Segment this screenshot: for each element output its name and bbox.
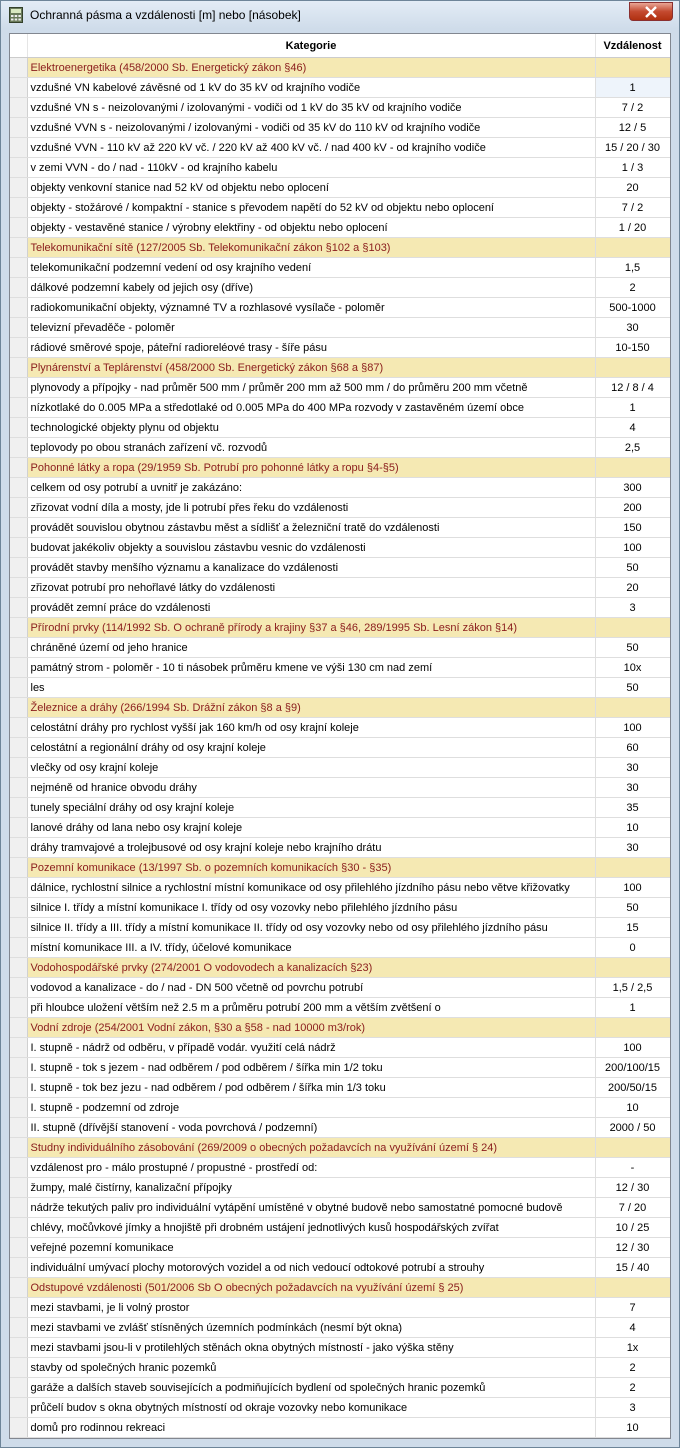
category-cell[interactable]: domů pro rodinnou rekreaci	[27, 1418, 595, 1438]
row-indicator[interactable]	[10, 978, 27, 998]
distance-cell[interactable]: 10x	[595, 658, 670, 678]
distance-cell[interactable]: 500-1000	[595, 298, 670, 318]
category-cell[interactable]: žumpy, malé čistírny, kanalizační přípojky	[27, 1178, 595, 1198]
group-title[interactable]: Odstupové vzdálenosti (501/2006 Sb O obecných požadavcích na využívání území § 25)	[27, 1278, 595, 1298]
category-cell[interactable]: individuální umývací plochy motorových vozidel a od nich vedoucí odtokové potrubí a strouhy	[27, 1258, 595, 1278]
row-indicator[interactable]	[10, 1318, 27, 1338]
category-cell[interactable]: telekomunikační podzemní vedení od osy krajního vedení	[27, 258, 595, 278]
distance-cell[interactable]: 20	[595, 178, 670, 198]
close-icon	[644, 6, 658, 18]
row-indicator[interactable]	[10, 918, 27, 938]
distance-cell[interactable]: 1	[595, 998, 670, 1018]
category-cell[interactable]: tunely speciální dráhy od osy krajní koleje	[27, 798, 595, 818]
category-cell[interactable]: budovat jakékoliv objekty a souvislou zástavbu vesnic do vzdálenosti	[27, 538, 595, 558]
distance-cell[interactable]: 300	[595, 478, 670, 498]
row-indicator[interactable]	[10, 638, 27, 658]
title-bar[interactable]	[1, 1, 679, 29]
category-cell[interactable]: nádrže tekutých paliv pro individuální vytápění umístěné v obytné budově nebo samostatné pomocné budově	[27, 1198, 595, 1218]
category-cell[interactable]: místní komunikace III. a IV. třídy, účelové komunikace	[27, 938, 595, 958]
distance-cell[interactable]: 7 / 2	[595, 198, 670, 218]
category-cell[interactable]: technologické objekty plynu od objektu	[27, 418, 595, 438]
distance-cell[interactable]: 3	[595, 598, 670, 618]
distance-cell[interactable]	[595, 1278, 670, 1298]
group-header-row[interactable]	[10, 58, 670, 78]
distance-cell[interactable]: -	[595, 1158, 670, 1178]
distance-cell[interactable]: 60	[595, 738, 670, 758]
row-indicator[interactable]	[10, 178, 27, 198]
category-cell[interactable]: I. stupně - tok bez jezu - nad odběrem / pod odběrem / šířka min 1/3 toku	[27, 1078, 595, 1098]
row-indicator[interactable]	[10, 558, 27, 578]
row-indicator[interactable]	[10, 618, 27, 638]
group-title[interactable]: Pozemní komunikace (13/1997 Sb. o pozemních komunikacích §30 - §35)	[27, 858, 595, 878]
category-cell[interactable]: provádět stavby menšího významu a kanalizace do vzdálenosti	[27, 558, 595, 578]
group-header-row[interactable]	[10, 698, 670, 718]
distance-table	[10, 34, 671, 1438]
category-cell[interactable]: celostátní a regionální dráhy od osy krajní koleje	[27, 738, 595, 758]
row-indicator[interactable]	[10, 778, 27, 798]
table-row[interactable]	[10, 878, 670, 898]
distance-cell[interactable]: 10 / 25	[595, 1218, 670, 1238]
row-indicator[interactable]	[10, 758, 27, 778]
table-row[interactable]	[10, 1158, 670, 1178]
group-title[interactable]: Přírodní prvky (114/1992 Sb. O ochraně přírody a krajiny §37 a §46, 289/1995 Sb. Lesní zákon §14)	[27, 618, 595, 638]
table-row[interactable]	[10, 138, 670, 158]
row-indicator[interactable]	[10, 1078, 27, 1098]
table-row[interactable]	[10, 658, 670, 678]
table-row[interactable]	[10, 158, 670, 178]
row-indicator[interactable]	[10, 958, 27, 978]
distance-cell[interactable]: 7	[595, 1298, 670, 1318]
distance-cell[interactable]: 20	[595, 578, 670, 598]
distance-cell[interactable]: 30	[595, 838, 670, 858]
category-cell[interactable]: památný strom - poloměr - 10 ti násobek průměru kmene ve výši 130 cm nad zemí	[27, 658, 595, 678]
category-cell[interactable]: vzdušné VN kabelové závěsné od 1 kV do 35 kV od krajního vodiče	[27, 78, 595, 98]
row-indicator[interactable]	[10, 338, 27, 358]
distance-cell[interactable]: 7 / 20	[595, 1198, 670, 1218]
row-indicator[interactable]	[10, 58, 27, 78]
distance-cell[interactable]	[595, 1138, 670, 1158]
distance-cell[interactable]	[595, 458, 670, 478]
distance-cell[interactable]	[595, 1018, 670, 1038]
table-row[interactable]	[10, 838, 670, 858]
distance-cell[interactable]: 4	[595, 418, 670, 438]
group-header-row[interactable]	[10, 1018, 670, 1038]
category-cell[interactable]: dálkové podzemní kabely od jejich osy (dříve)	[27, 278, 595, 298]
category-cell[interactable]: teplovody po obou stranách zařízení vč. rozvodů	[27, 438, 595, 458]
distance-cell[interactable]	[595, 858, 670, 878]
row-indicator[interactable]	[10, 998, 27, 1018]
row-indicator[interactable]	[10, 1018, 27, 1038]
row-indicator[interactable]	[10, 1038, 27, 1058]
row-indicator[interactable]	[10, 798, 27, 818]
row-indicator[interactable]	[10, 278, 27, 298]
category-cell[interactable]: veřejné pozemní komunikace	[27, 1238, 595, 1258]
group-title[interactable]: Železnice a dráhy (266/1994 Sb. Drážní zákon §8 a §9)	[27, 698, 595, 718]
row-indicator[interactable]	[10, 1098, 27, 1118]
table-row[interactable]	[10, 918, 670, 938]
distance-cell[interactable]: 100	[595, 718, 670, 738]
table-row[interactable]	[10, 798, 670, 818]
category-cell[interactable]: rádiové směrové spoje, páteřní radioreléové trasy - šíře pásu	[27, 338, 595, 358]
table-row[interactable]	[10, 898, 670, 918]
row-indicator[interactable]	[10, 118, 27, 138]
category-cell[interactable]: objekty - stožárové / kompaktní - stanice s převodem napětí do 52 kV od objektu nebo oplocení	[27, 198, 595, 218]
table-row[interactable]	[10, 298, 670, 318]
distance-cell[interactable]: 200/100/15	[595, 1058, 670, 1078]
table-row[interactable]	[10, 78, 670, 98]
table-row[interactable]	[10, 1338, 670, 1358]
group-title[interactable]: Vodohospodářské prvky (274/2001 O vodovodech a kanalizacích §23)	[27, 958, 595, 978]
distance-cell[interactable]: 1,5 / 2,5	[595, 978, 670, 998]
distance-cell[interactable]	[595, 358, 670, 378]
distance-cell[interactable]: 15	[595, 918, 670, 938]
category-cell[interactable]: vzdálenost pro - málo prostupné / propustné - prostředí od:	[27, 1158, 595, 1178]
row-indicator[interactable]	[10, 598, 27, 618]
distance-cell[interactable]: 2,5	[595, 438, 670, 458]
row-indicator[interactable]	[10, 1178, 27, 1198]
category-cell[interactable]: provádět souvislou obytnou zástavbu měst a sídlišť a železniční tratě do vzdálenosti	[27, 518, 595, 538]
distance-cell[interactable]: 2000 / 50	[595, 1118, 670, 1138]
grid-container[interactable]	[9, 33, 671, 1439]
category-cell[interactable]: lanové dráhy od lana nebo osy krajní koleje	[27, 818, 595, 838]
distance-cell[interactable]: 200/50/15	[595, 1078, 670, 1098]
row-indicator[interactable]	[10, 458, 27, 478]
distance-cell[interactable]	[595, 58, 670, 78]
group-title[interactable]: Telekomunikační sítě (127/2005 Sb. Telekomunikační zákon §102 a §103)	[27, 238, 595, 258]
row-indicator[interactable]	[10, 658, 27, 678]
row-indicator[interactable]	[10, 198, 27, 218]
table-row[interactable]	[10, 738, 670, 758]
table-row[interactable]	[10, 1238, 670, 1258]
table-row[interactable]	[10, 938, 670, 958]
row-indicator[interactable]	[10, 238, 27, 258]
group-header-row[interactable]	[10, 458, 670, 478]
group-header-row[interactable]	[10, 958, 670, 978]
row-indicator[interactable]	[10, 298, 27, 318]
table-row[interactable]	[10, 1398, 670, 1418]
distance-cell[interactable]: 2	[595, 278, 670, 298]
table-row[interactable]	[10, 1218, 670, 1238]
distance-cell[interactable]: 200	[595, 498, 670, 518]
row-indicator[interactable]	[10, 1238, 27, 1258]
close-button[interactable]	[629, 2, 673, 21]
table-row[interactable]	[10, 998, 670, 1018]
row-indicator[interactable]	[10, 358, 27, 378]
row-indicator[interactable]	[10, 578, 27, 598]
distance-cell[interactable]: 100	[595, 878, 670, 898]
category-cell[interactable]: při hloubce uložení větším než 2.5 m a průměru potrubí 200 mm a větším zvětšení o	[27, 998, 595, 1018]
table-row[interactable]	[10, 398, 670, 418]
category-cell[interactable]: vodovod a kanalizace - do / nad - DN 500 včetně od povrchu potrubí	[27, 978, 595, 998]
row-indicator[interactable]	[10, 1298, 27, 1318]
distance-cell[interactable]: 12 / 30	[595, 1178, 670, 1198]
table-row[interactable]	[10, 318, 670, 338]
row-indicator[interactable]	[10, 1138, 27, 1158]
distance-cell[interactable]: 4	[595, 1318, 670, 1338]
distance-cell[interactable]	[595, 618, 670, 638]
row-indicator[interactable]	[10, 838, 27, 858]
category-cell[interactable]: chlévy, močůvkové jímky a hnojiště při drobném ustájení jednotlivých kusů hospodářských zvířat	[27, 1218, 595, 1238]
group-title[interactable]: Plynárenství a Teplárenství (458/2000 Sb. Energetický zákon §68 a §87)	[27, 358, 595, 378]
row-indicator[interactable]	[10, 498, 27, 518]
category-cell[interactable]: les	[27, 678, 595, 698]
row-indicator[interactable]	[10, 78, 27, 98]
category-cell[interactable]: nejméně od hranice obvodu dráhy	[27, 778, 595, 798]
row-indicator[interactable]	[10, 718, 27, 738]
table-row[interactable]	[10, 118, 670, 138]
table-row[interactable]	[10, 1078, 670, 1098]
row-indicator[interactable]	[10, 1118, 27, 1138]
category-cell[interactable]: I. stupně - tok s jezem - nad odběrem / pod odběrem / šířka min 1/2 toku	[27, 1058, 595, 1078]
table-row[interactable]	[10, 718, 670, 738]
row-indicator[interactable]	[10, 678, 27, 698]
table-row[interactable]	[10, 1418, 670, 1438]
category-cell[interactable]: II. stupně (dřívější stanovení - voda povrchová / podzemní)	[27, 1118, 595, 1138]
category-cell[interactable]: silnice II. třídy a III. třídy a místní komunikace II. třídy od osy vozovky nebo od osy přilehlého jízdního pásu	[27, 918, 595, 938]
distance-cell[interactable]: 3	[595, 1398, 670, 1418]
table-row[interactable]	[10, 478, 670, 498]
distance-cell[interactable]: 2	[595, 1358, 670, 1378]
group-header-row[interactable]	[10, 1278, 670, 1298]
group-title[interactable]: Studny individuálního zásobování (269/2009 o obecných požadavcích na využívání území § 24)	[27, 1138, 595, 1158]
row-indicator[interactable]	[10, 98, 27, 118]
group-title[interactable]: Elektroenergetika (458/2000 Sb. Energetický zákon §46)	[27, 58, 595, 78]
category-cell[interactable]: vzdušné VVN - 110 kV až 220 kV vč. / 220 kV až 400 kV vč. / nad 400 kV - od krajního vodiče	[27, 138, 595, 158]
row-indicator[interactable]	[10, 258, 27, 278]
calculator-icon	[9, 7, 23, 23]
group-title[interactable]: Pohonné látky a ropa (29/1959 Sb. Potrubí pro pohonné látky a ropu §4-§5)	[27, 458, 595, 478]
row-indicator[interactable]	[10, 538, 27, 558]
row-indicator[interactable]	[10, 1358, 27, 1378]
table-row[interactable]	[10, 1178, 670, 1198]
table-row[interactable]	[10, 258, 670, 278]
distance-cell[interactable]: 10	[595, 1418, 670, 1438]
distance-cell[interactable]: 12 / 5	[595, 118, 670, 138]
distance-cell[interactable]	[595, 958, 670, 978]
table-row[interactable]	[10, 218, 670, 238]
distance-cell[interactable]: 12 / 30	[595, 1238, 670, 1258]
row-indicator[interactable]	[10, 1398, 27, 1418]
table-row[interactable]	[10, 1198, 670, 1218]
row-indicator[interactable]	[10, 1378, 27, 1398]
category-cell[interactable]: televizní převaděče - poloměr	[27, 318, 595, 338]
window-title: Ochranná pásma a vzdálenosti [m] nebo [násobek]	[30, 8, 301, 22]
table-row[interactable]	[10, 818, 670, 838]
row-indicator[interactable]	[10, 218, 27, 238]
row-indicator[interactable]	[10, 1058, 27, 1078]
category-cell[interactable]: garáže a dalších staveb souvisejících a podmiňujících bydlení od společných hranic pozemků	[27, 1378, 595, 1398]
group-header-row[interactable]	[10, 1138, 670, 1158]
table-row[interactable]	[10, 1118, 670, 1138]
row-indicator[interactable]	[10, 438, 27, 458]
distance-cell[interactable]: 10-150	[595, 338, 670, 358]
category-cell[interactable]: zřizovat potrubí pro nehořlavé látky do vzdálenosti	[27, 578, 595, 598]
distance-cell[interactable]: 2	[595, 1378, 670, 1398]
distance-cell[interactable]: 1	[595, 398, 670, 418]
category-cell[interactable]: celkem od osy potrubí a uvnitř je zakázáno:	[27, 478, 595, 498]
category-cell[interactable]: objekty - vestavěné stanice / výrobny elektřiny - od objektu nebo oplocení	[27, 218, 595, 238]
row-indicator[interactable]	[10, 1258, 27, 1278]
distance-cell[interactable]	[595, 698, 670, 718]
table-row[interactable]	[10, 538, 670, 558]
distance-cell[interactable]: 15 / 40	[595, 1258, 670, 1278]
row-indicator[interactable]	[10, 1198, 27, 1218]
category-cell[interactable]: chráněné území od jeho hranice	[27, 638, 595, 658]
distance-cell[interactable]: 50	[595, 638, 670, 658]
category-cell[interactable]: plynovody a přípojky - nad průměr 500 mm / průměr 200 mm až 500 mm / do průměru 200 mm včetně	[27, 378, 595, 398]
row-indicator[interactable]	[10, 1338, 27, 1358]
table-row[interactable]	[10, 178, 670, 198]
category-cell[interactable]: v zemi VVN - do / nad - 110kV - od krajního kabelu	[27, 158, 595, 178]
table-row[interactable]	[10, 98, 670, 118]
distance-cell[interactable]: 50	[595, 898, 670, 918]
group-header-row[interactable]	[10, 618, 670, 638]
distance-cell[interactable]: 50	[595, 678, 670, 698]
table-header-row	[10, 34, 670, 58]
category-cell[interactable]: I. stupně - nádrž od odběru, v případě vodár. využití celá nádrž	[27, 1038, 595, 1058]
distance-cell[interactable]: 1 / 3	[595, 158, 670, 178]
category-cell[interactable]: provádět zemní práce do vzdálenosti	[27, 598, 595, 618]
category-cell[interactable]: nízkotlaké do 0.005 MPa a středotlaké od 0.005 MPa do 400 MPa rozvody v zastavěném území obce	[27, 398, 595, 418]
table-row[interactable]	[10, 1358, 670, 1378]
category-cell[interactable]: celostátní dráhy pro rychlost vyšší jak 160 km/h od osy krajní koleje	[27, 718, 595, 738]
table-row[interactable]	[10, 338, 670, 358]
table-row[interactable]	[10, 1038, 670, 1058]
row-indicator[interactable]	[10, 818, 27, 838]
distance-cell[interactable]: 150	[595, 518, 670, 538]
distance-cell[interactable]: 1	[595, 78, 670, 98]
distance-cell[interactable]: 15 / 20 / 30	[595, 138, 670, 158]
row-indicator[interactable]	[10, 318, 27, 338]
category-cell[interactable]: mezi stavbami, je li volný prostor	[27, 1298, 595, 1318]
category-cell[interactable]: vlečky od osy krajní koleje	[27, 758, 595, 778]
distance-cell[interactable]: 30	[595, 318, 670, 338]
table-row[interactable]	[10, 198, 670, 218]
distance-cell[interactable]: 50	[595, 558, 670, 578]
row-indicator[interactable]	[10, 938, 27, 958]
distance-cell[interactable]	[595, 238, 670, 258]
distance-cell[interactable]: 12 / 8 / 4	[595, 378, 670, 398]
table-row[interactable]	[10, 978, 670, 998]
row-indicator[interactable]	[10, 1218, 27, 1238]
row-indicator[interactable]	[10, 858, 27, 878]
category-cell[interactable]: I. stupně - podzemní od zdroje	[27, 1098, 595, 1118]
category-cell[interactable]: dráhy tramvajové a trolejbusové od osy krajní koleje nebo krajního drátu	[27, 838, 595, 858]
column-header-category[interactable]: Kategorie	[27, 34, 595, 58]
distance-cell[interactable]: 35	[595, 798, 670, 818]
category-cell[interactable]: stavby od společných hranic pozemků	[27, 1358, 595, 1378]
row-indicator[interactable]	[10, 1158, 27, 1178]
category-cell[interactable]: dálnice, rychlostní silnice a rychlostní místní komunikace od osy přilehlého jízdního pásu nebo větve křižovatky	[27, 878, 595, 898]
table-row[interactable]	[10, 438, 670, 458]
table-body	[10, 58, 670, 1438]
category-cell[interactable]: mezi stavbami jsou-li v protilehlých stěnách okna obytných místností - jako výška stěny	[27, 1338, 595, 1358]
distance-cell[interactable]: 100	[595, 538, 670, 558]
category-cell[interactable]: průčelí budov s okna obytných místností od okraje vozovky nebo komunikace	[27, 1398, 595, 1418]
distance-cell[interactable]: 10	[595, 818, 670, 838]
category-cell[interactable]: mezi stavbami ve zvlášť stísněných územních podmínkách (nesmí být okna)	[27, 1318, 595, 1338]
table-row[interactable]	[10, 638, 670, 658]
group-title[interactable]: Vodní zdroje (254/2001 Vodní zákon, §30 a §58 - nad 10000 m3/rok)	[27, 1018, 595, 1038]
row-indicator[interactable]	[10, 698, 27, 718]
table-row[interactable]	[10, 498, 670, 518]
distance-cell[interactable]: 7 / 2	[595, 98, 670, 118]
row-indicator[interactable]	[10, 898, 27, 918]
group-header-row[interactable]	[10, 238, 670, 258]
group-header-row[interactable]	[10, 358, 670, 378]
distance-cell[interactable]: 0	[595, 938, 670, 958]
table-row[interactable]	[10, 678, 670, 698]
row-indicator[interactable]	[10, 138, 27, 158]
row-indicator[interactable]	[10, 738, 27, 758]
category-cell[interactable]: vzdušné VN s - neizolovanými / izolovanými - vodiči od 1 kV do 35 kV od krajního vodiče	[27, 98, 595, 118]
distance-cell[interactable]: 30	[595, 778, 670, 798]
table-row[interactable]	[10, 578, 670, 598]
row-indicator[interactable]	[10, 378, 27, 398]
table-row[interactable]	[10, 778, 670, 798]
column-header-distance[interactable]: Vzdálenost	[595, 34, 670, 58]
category-cell[interactable]: vzdušné VVN s - neizolovanými / izolovanými - vodiči od 35 kV do 110 kV od krajního vodiče	[27, 118, 595, 138]
table-row[interactable]	[10, 1098, 670, 1118]
row-indicator[interactable]	[10, 1278, 27, 1298]
row-indicator[interactable]	[10, 418, 27, 438]
table-row[interactable]	[10, 518, 670, 538]
distance-cell[interactable]: 30	[595, 758, 670, 778]
row-indicator[interactable]	[10, 518, 27, 538]
category-cell[interactable]: objekty venkovní stanice nad 52 kV od objektu nebo oplocení	[27, 178, 595, 198]
table-row[interactable]	[10, 758, 670, 778]
distance-cell[interactable]: 1 / 20	[595, 218, 670, 238]
distance-cell[interactable]: 1x	[595, 1338, 670, 1358]
row-indicator[interactable]	[10, 878, 27, 898]
row-indicator[interactable]	[10, 398, 27, 418]
row-indicator[interactable]	[10, 478, 27, 498]
table-row[interactable]	[10, 598, 670, 618]
distance-cell[interactable]: 1,5	[595, 258, 670, 278]
table-row[interactable]	[10, 1318, 670, 1338]
table-row[interactable]	[10, 278, 670, 298]
table-row[interactable]	[10, 1298, 670, 1318]
group-header-row[interactable]	[10, 858, 670, 878]
table-row[interactable]	[10, 1058, 670, 1078]
distance-cell[interactable]: 10	[595, 1098, 670, 1118]
table-row[interactable]	[10, 1258, 670, 1278]
table-row[interactable]	[10, 558, 670, 578]
distance-cell[interactable]: 100	[595, 1038, 670, 1058]
table-row[interactable]	[10, 378, 670, 398]
category-cell[interactable]: silnice I. třídy a místní komunikace I. třídy od osy vozovky nebo přilehlého jízdního pásu	[27, 898, 595, 918]
category-cell[interactable]: zřizovat vodní díla a mosty, jde li potrubí přes řeku do vzdálenosti	[27, 498, 595, 518]
category-cell[interactable]: radiokomunikační objekty, významné TV a rozhlasové vysílače - poloměr	[27, 298, 595, 318]
row-indicator[interactable]	[10, 158, 27, 178]
row-indicator[interactable]	[10, 1418, 27, 1438]
table-row[interactable]	[10, 418, 670, 438]
table-row[interactable]	[10, 1378, 670, 1398]
row-indicator-header	[10, 34, 27, 58]
